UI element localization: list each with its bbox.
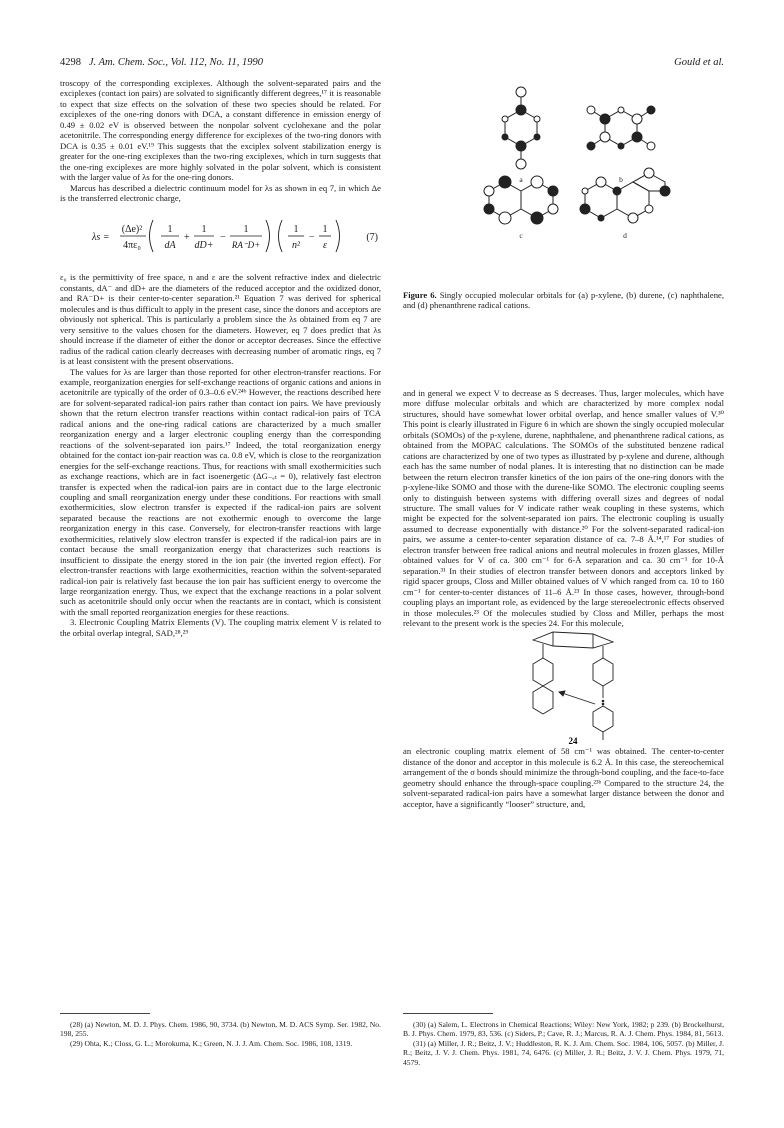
svg-text:−: − xyxy=(220,232,226,244)
structure-24-block xyxy=(403,628,724,746)
eq-term3-num: 1 xyxy=(243,224,249,236)
eq-prefactor-den: 4πε₀ xyxy=(123,240,141,252)
footnotes-left xyxy=(60,1020,381,1048)
figure-label-b: b xyxy=(619,175,623,184)
eq-term2-den: dD+ xyxy=(194,240,214,252)
journal-citation: J. Am. Chem. Soc., Vol. 112, No. 11, 1990 xyxy=(88,57,263,68)
footnotes-right xyxy=(403,1020,724,1067)
figure-label-a: a xyxy=(519,175,523,184)
orbital-phenanthrene xyxy=(580,168,670,223)
eq-lhs: λs = xyxy=(92,232,110,244)
page-header-left xyxy=(60,57,263,68)
eq-term1-den: dA xyxy=(164,240,176,252)
footnote-29: (29) Ohta, K.; Closs, G. L.; Morokuma, K.; Green, N. J. J. Am. Chem. Soc. 1986, 108, 1319. xyxy=(70,1038,353,1048)
footnote-rule-left xyxy=(60,1013,150,1014)
eq-term2-num: 1 xyxy=(201,224,207,236)
svg-text:+: + xyxy=(184,232,190,244)
eq-term5-den: ε xyxy=(323,240,327,252)
eq-term1-num: 1 xyxy=(167,224,173,236)
equation-7 xyxy=(60,206,381,270)
footnote-31: (31) (a) Miller, J. R.; Beitz, J. V.; Huddleston, R. K. J. Am. Chem. Soc. 1984, 106, 5057. (b) Miller, J. R.; Beitz, J. V. J. Chem. Phys. 1981, 74, 6476. (c) Miller, J. R.; Beitz, J. V. J. Chem. Phys. 1979, 71, 4579. xyxy=(403,1038,724,1067)
eq-term5-num: 1 xyxy=(322,224,328,236)
structure-24-label: 24 xyxy=(568,736,578,747)
paragraph-coupling: and in general we expect V to decrease as S decreases. Thus, larger molecules, which have more diffuse molecular orbitals and which are characterized by more complex nodal structures, should have somewhat lower orbital overlap, and hence smaller values of V.³⁰ This point is clearly illustrated in Figure 6 in which are shown the singly occupied molecular orbitals (SOMOs) of the p-xylene, durene, naphthalene, and phenanthrene radical cations, as obtained from the MOPAC calculations. The SOMOs of the substituted benzene radical cations are characterized by one of two types as illustrated by p-xylene and durene, although each has the same number of nodal planes. It is interesting that no distinction can be made between the return electron transfer kinetics of the ion pairs of the one-ring donors with the p-xylene-like SOMO and those with the durene-like SOMO. The electronic coupling seems only to distinguish between systems with differing overall sizes and degrees of nodal structure. The small values for V indicate rather weak coupling in these systems, which might be expected for the solvent-separated ion pairs. The electronic coupling is usually assumed to decrease exponentially with distance.²⁰ For the solvent-separated radical-ion pairs, we assume a center-to-center separation distance of ca. 7–8 Å.¹⁴,¹⁷ For studies of electron transfer between free radical anions and neutral molecules in frozen glasses, Miller obtained values for V of ca. 300 cm⁻¹ for 6-Å separation and ca. 30 cm⁻¹ for 10-Å separation.³¹ In their studies of electron transfer between donors and acceptors linked by rigid spacer groups, Closs and Miller obtained values of V which ranged from ca. 10 to 160 cm⁻¹ for center-to-center distances of 11–6 Å.²³ In those cases, however, through-bond coupling plays an important role, as evidenced by the large stereoelectronic effects observed in those molecules.²³ Of the molecules studied by Closs and Miller, perhaps the most relevant to the present work is the species 24. For this molecule, xyxy=(403,388,724,628)
eq-prefactor-num: (Δe)² xyxy=(121,224,143,236)
svg-text:−: − xyxy=(309,232,315,244)
paragraph-structure24: an electronic coupling matrix element of 58 cm⁻¹ was obtained. The center-to-center distance of the donor and acceptor in this molecule is 6.2 Å. In this case, the stereochemical arrangement of the σ bonds should minimize the through-bond coupling, and the face-to-face geometry should enhance the through-space coupling.²³ᵇ Compared to the structure 24, the solvent-separated radical-ion pairs have a somewhat larger distance between the donor and acceptor, have a significantly “looser” structure, and, xyxy=(403,746,724,809)
figure-6-caption xyxy=(403,290,724,311)
left-column xyxy=(60,78,381,638)
footnote-rule-right xyxy=(403,1013,493,1014)
paragraph-marcus: Marcus has described a dielectric continuum model for λs as shown in eq 7, in which Δe is the transferred electronic charge, xyxy=(60,182,381,203)
eq-term4-num: 1 xyxy=(293,224,299,236)
orbital-p-xylene xyxy=(502,87,540,169)
eq-number: (7) xyxy=(366,232,378,244)
figure-6-caption-label: Figure 6. xyxy=(403,290,437,300)
equation-7-graphic xyxy=(60,206,381,270)
eq-term4-den: n² xyxy=(292,240,300,252)
structure-24-graphic xyxy=(403,628,724,746)
paragraph-section3: 3. Electronic Coupling Matrix Elements (V). The coupling matrix element V is related to the orbital overlap integral, SAD,²⁸,²⁹ xyxy=(60,617,381,638)
figure-6-caption-text: Singly occupied molecular orbitals for (a) p-xylene, (b) durene, (c) naphthalene, and (d) phenanthrene radical cations. xyxy=(403,290,725,311)
figure-6-orbitals xyxy=(403,70,724,290)
footnote-30: (30) (a) Salem, L. Electrons in Chemical Reactions; Wiley: New York, 1982; p 239. (b) Brockelhurst, B. J. Phys. Chem. 1979, 83, 536. (c) Siders, P.; Cave, R. J.; Marcus, R. A. J. Chem. Phys. 1984, 81, 5613. xyxy=(403,1020,724,1039)
eq-term3-den: RA⁻D+ xyxy=(231,240,261,251)
figure-label-d: d xyxy=(623,231,627,240)
paragraph-eq7-definitions: ε₀ is the permittivity of free space, n and ε are the solvent refractive index and dielectric constants, dA⁻ and dD+ are the diameters of the reduced acceptor and the oxidized donor, and RA⁻D+ is their center-to-center separation.²¹ Equation 7 was derived for spherical molecules and is thus difficult to apply in the present case, since the donors and acceptors are obviously not spherical. This is particularly a problem since the λs obtained from eq 7 are very sensitive to the values chosen for the diameters. However, eq 7 does predict that λs should increase if the diameter of either the donor or acceptor decreases. Since the effective radius of the radical cation clearly decreases with decreasing number of aromatic rings, eq 7 is at least consistent with the present observations. xyxy=(60,272,381,367)
right-column xyxy=(403,388,724,809)
figure-label-c: c xyxy=(519,231,523,240)
orbital-durene xyxy=(587,106,655,150)
paragraph-lambda-values: The values for λs are larger than those reported for other electron-transfer reactions. For example, reorganization energies for self-exchange reactions of organic cations and anions in acetonitrile are typically of the order of 0.3–0.6 eV.²⁴ᵇ However, the reactions described here are for solvent-separated radical-ion pairs rather than contact ion pairs. We have previously shown that the return electron transfer reactions within contact radical-ion pairs of TCA radical anions and the one-ring radical cations are characterized by a much smaller reorganization energy and a larger electronic coupling energy than the corresponding reactions of the solvent-separated ion pairs.¹⁷ Indeed, the total reorganization energy obtained for the contact ion-pair reaction was ca. 0.8 eV, which is close to the reorganization energies for the self-exchange reactions. Thus, for reactions with small exothermicities such as exchange reactions, which are in fact isoenergetic (ΔG₋ₑₜ = 0), relatively fast electron transfer is expected when the radical-ion pairs are in contact due to the large electronic coupling and small reorganization energy under these conditions. For reactions with small exothermicities, slow electron transfer is expected if the radical-ion pairs are solvent separated because the reactions are not exothermic enough to overcome the large reorganization energy in this case. Conversely, for electron-transfer reactions with large exothermicities, relatively slow electron transfer is expected if the radical-ion pairs are in contact because the small reorganization energy that characterizes such reactions is insufficient to dissipate the energy stored in the ion pair (the inverted region effect). For electron-transfer reactions with large exothermicities, reaction within the solvent-separated radical-ion pair is relatively fast because the ion pair has sufficient energy to overcome the large reorganization energy. Thus, we expect that the exchange reactions in a polar solvent such as acetonitrile should only occur when the reactants are in contact, which is consistent with the small reported reorganization energies for these reactions. xyxy=(60,366,381,617)
paragraph-solvation: troscopy of the corresponding exciplexes. Although the solvent-separated pairs and the exciplexes (contact ion pairs) are solvated to significantly different degrees,¹⁷ it is reasonable to expect that size effects on the solvation of these two species should be related. For exciplexes of the one-ring donors with DCA, a constant difference in emission energy of 0.49 ± 0.02 eV is observed between the nonpolar solvent cyclohexane and the polar acetonitrile. The corresponding energy difference for exciplexes of the two-ring donors with DCA is 0.35 ± 0.01 eV.¹⁹ This suggests that the exciplex solvent stabilization energy is greater for the one-ring exciplexes than the two-ring exciplexes, which in turn suggests that the one-ring exciplexes are more highly solvated in the polar solvent, which is consistent with the larger value of λs for the one-ring donors. xyxy=(60,78,381,183)
page-header-authors: Gould et al. xyxy=(674,57,724,68)
footnote-28: (28) (a) Newton, M. D. J. Phys. Chem. 1986, 90, 3734. (b) Newton, M. D. ACS Symp. Ser. 1982, No. 198, 255. xyxy=(60,1020,381,1039)
page-number: 4298 xyxy=(60,57,81,68)
